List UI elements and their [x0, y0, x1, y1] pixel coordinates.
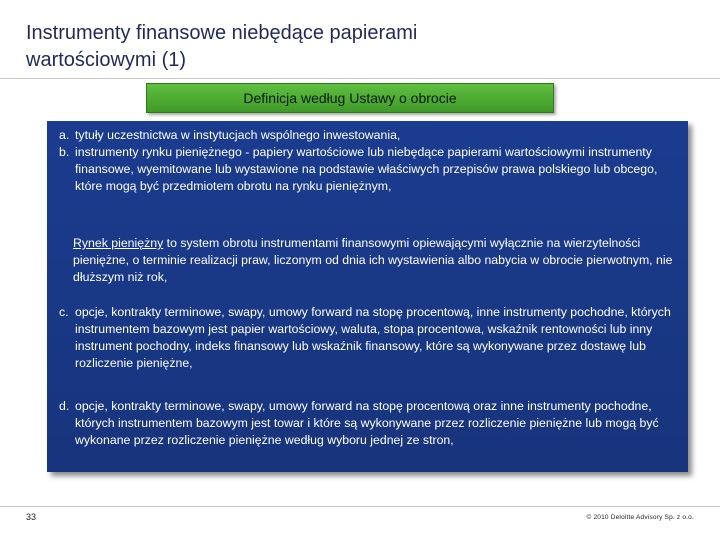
title-divider — [0, 78, 720, 79]
list-marker: b. — [59, 145, 70, 159]
list-marker: a. — [59, 128, 70, 142]
definition-content-box — [47, 121, 688, 472]
footer-divider — [0, 506, 720, 507]
title-line-1: Instrumenty finansowe niebędące papierami — [26, 22, 418, 44]
definition-banner: Definicja według Ustawy o obrocie — [146, 83, 554, 113]
page-number: 33 — [26, 512, 37, 522]
list-item-text: opcje, kontrakty terminowe, swapy, umowy forward na stopę procentową oraz inne instrumenty pochodne, których instrumentem bazowym jest towar i które są wykonywane przez rozliczenie pieniężne lub mogą być wykonane przez rozliczenie pieniężne według wyboru jednej ze stron, — [75, 399, 659, 447]
list-item-d — [59, 398, 679, 449]
list-marker: d. — [59, 399, 70, 413]
list-item-a — [59, 127, 679, 144]
money-market-note — [73, 235, 673, 286]
list-marker: c. — [59, 305, 69, 319]
list-item-b — [59, 144, 679, 195]
slide-title — [26, 20, 626, 74]
list-item-text: opcje, kontrakty terminowe, swapy, umowy forward na stopę procentową, inne instrumenty pochodne, których instrumentem bazowym jest papier wartościowy, waluta, stopa procentowa, wskaźnik rentowności lub inny instrument pochodny, indeks finansowy lub wskaźnik finansowy, które są wykonywane przez dostawę lub rozliczenie pieniężne, — [75, 305, 671, 370]
list-item-c — [59, 304, 679, 372]
list-item-text: instrumenty rynku pieniężnego - papiery wartościowe lub niebędące papierami wartościowymi instrumenty finansowe, wyemitowane lub wystawione na podstawie właściwych przepisów prawa polskiego lub obcego, które mogą być przedmiotem obrotu na rynku pieniężnym, — [75, 145, 658, 193]
list-item-text: tytuły uczestnictwa w instytucjach wspólnego inwestowania, — [75, 128, 401, 142]
title-line-2: wartościowymi (1) — [26, 49, 187, 71]
money-market-link[interactable]: Rynek pieniężny — [73, 236, 164, 250]
copyright-notice: © 2010 Deloitte Advisory Sp. z o.o. — [586, 514, 694, 521]
money-market-note-text: to system obrotu instrumentami finansowymi opiewającymi wyłącznie na wierzytelności pieniężne, o terminie realizacji praw, liczonym od dnia ich wystawienia albo nabycia w obrocie pierwotnym, nie dłuższym niż rok, — [73, 236, 673, 284]
